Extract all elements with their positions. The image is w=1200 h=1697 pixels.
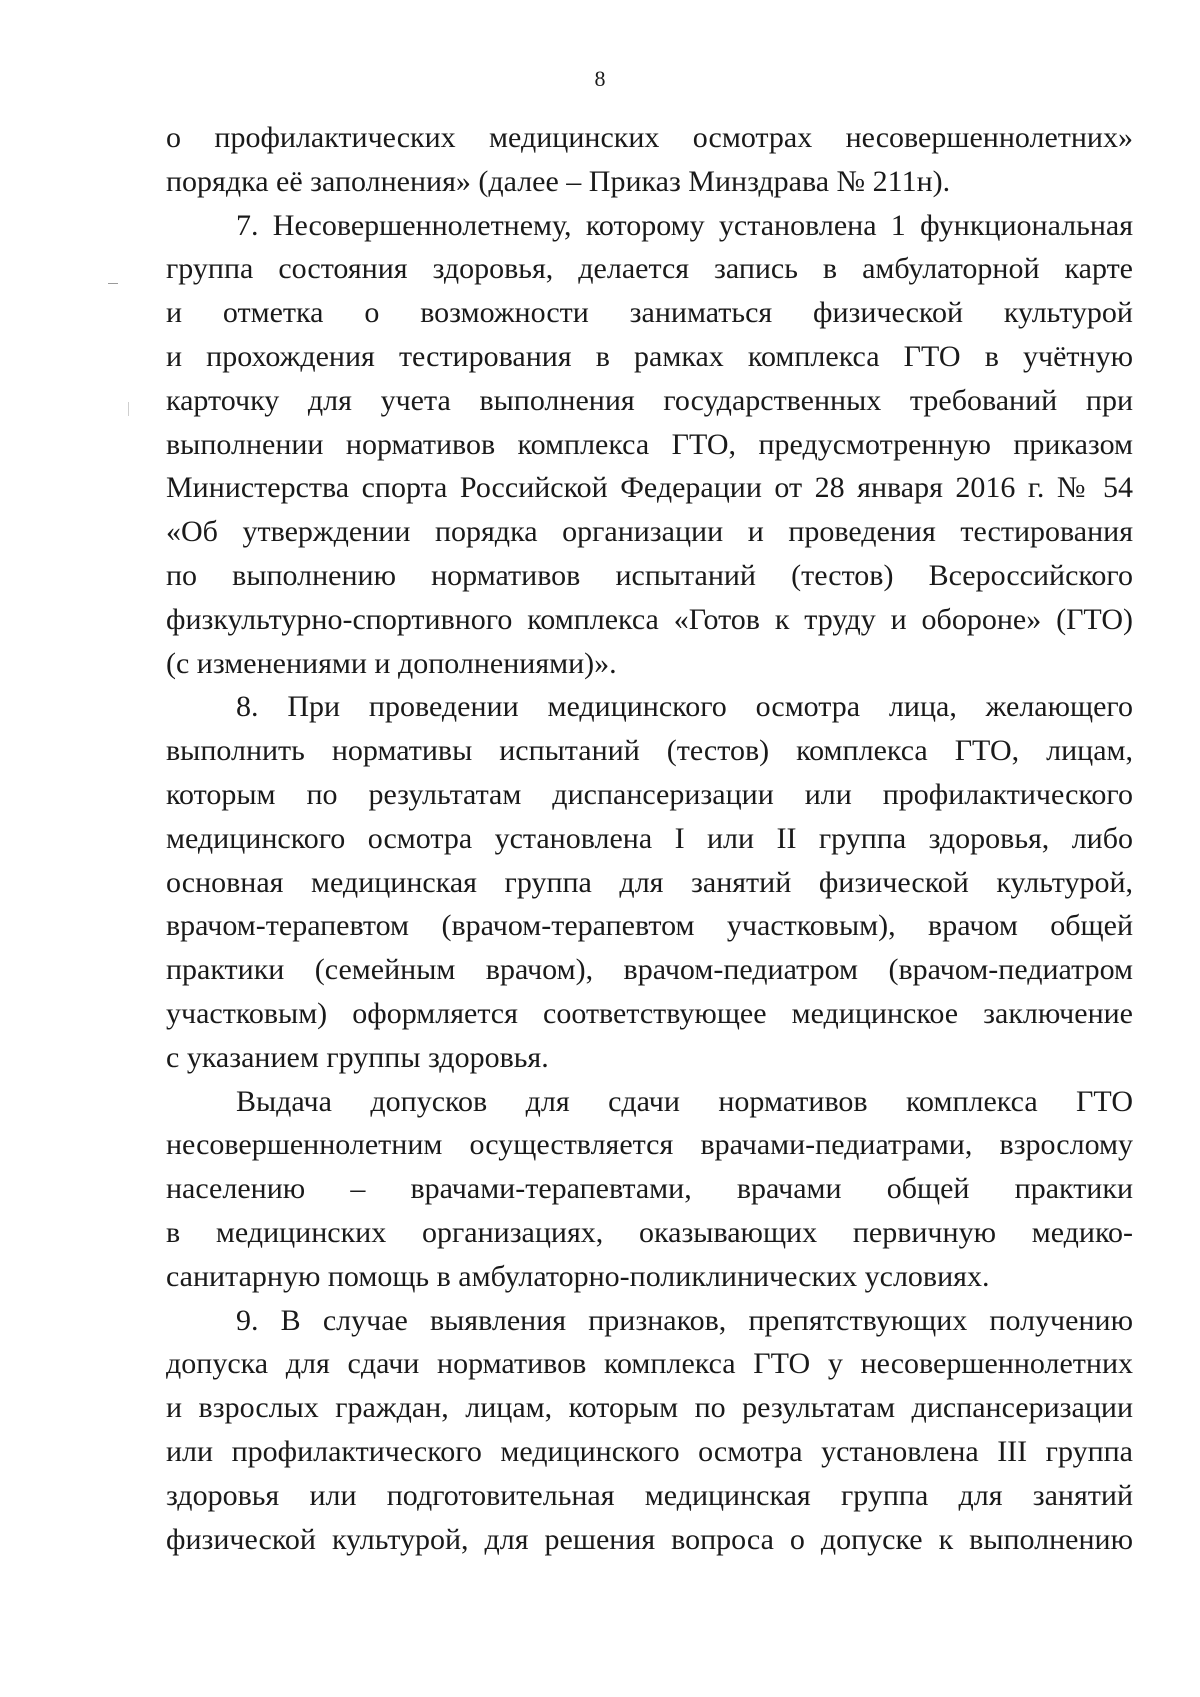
text-line: карточку для учета выполнения государственных требований при bbox=[166, 383, 1133, 417]
document-body bbox=[166, 116, 1133, 1561]
text-line: 9. В случае выявления признаков, препятствующих получению bbox=[236, 1303, 1133, 1337]
text-line: основная медицинская группа для занятий физической культурой, bbox=[166, 865, 1133, 899]
text-line: медицинского осмотра установлена I или II группа здоровья, либо bbox=[166, 821, 1133, 855]
text-line: «Об утверждении порядка организации и проведения тестирования bbox=[166, 515, 1133, 549]
text-line: о профилактических медицинских осмотрах несовершеннолетних» bbox=[166, 121, 1133, 154]
text-line: выполнить нормативы испытаний (тестов) комплекса ГТО, лицам, bbox=[166, 734, 1133, 768]
page-number: 8 bbox=[594, 66, 606, 91]
text-line: санитарную помощь в амбулаторно-поликлинических условиях. bbox=[166, 1259, 990, 1293]
text-line: 8. При проведении медицинского осмотра лица, желающего bbox=[236, 690, 1133, 724]
text-line: врачом-терапевтом (врачом-терапевтом участковым), врачом общей bbox=[166, 909, 1133, 943]
text-line: допуска для сдачи нормативов комплекса ГТО у несовершеннолетних bbox=[166, 1347, 1133, 1381]
margin-scan-mark bbox=[108, 283, 118, 284]
text-line: несовершеннолетним осуществляется врачами-педиатрами, взрослому bbox=[166, 1128, 1133, 1162]
text-line: населению – врачами-терапевтами, врачами общей практики bbox=[166, 1172, 1133, 1206]
text-line: и отметка о возможности заниматься физической культурой bbox=[166, 296, 1133, 330]
text-line: Министерства спорта Российской Федерации от 28 января 2016 г. № 54 bbox=[166, 471, 1133, 505]
text-line: в медицинских организациях, оказывающих первичную медико- bbox=[166, 1215, 1133, 1249]
text-line: и прохождения тестирования в рамках комплекса ГТО в учётную bbox=[166, 339, 1133, 373]
text-line: и взрослых граждан, лицам, которым по результатам диспансеризации bbox=[166, 1391, 1133, 1425]
text-line: с указанием группы здоровья. bbox=[166, 1040, 549, 1074]
text-line: (с изменениями и дополнениями)». bbox=[166, 646, 617, 680]
margin-scan-mark bbox=[128, 402, 129, 416]
text-line: или профилактического медицинского осмотра установлена III группа bbox=[166, 1434, 1133, 1468]
text-line: участковым) оформляется соответствующее медицинское заключение bbox=[166, 996, 1133, 1030]
text-line: выполнении нормативов комплекса ГТО, предусмотренную приказом bbox=[166, 427, 1133, 461]
text-line: по выполнению нормативов испытаний (тестов) Всероссийского bbox=[166, 558, 1133, 592]
text-line: практики (семейным врачом), врачом-педиатром (врачом-педиатром bbox=[166, 953, 1133, 987]
text-line: Выдача допусков для сдачи нормативов комплекса ГТО bbox=[236, 1084, 1133, 1118]
text-line: физической культурой, для решения вопроса о допуске к выполнению bbox=[166, 1522, 1133, 1556]
text-line: 7. Несовершеннолетнему, которому установлена 1 функциональная bbox=[236, 208, 1133, 242]
text-line: здоровья или подготовительная медицинская группа для занятий bbox=[166, 1478, 1133, 1512]
text-line: которым по результатам диспансеризации или профилактического bbox=[166, 777, 1133, 811]
text-line: группа состояния здоровья, делается запись в амбулаторной карте bbox=[166, 252, 1133, 286]
text-line: порядка её заполнения» (далее – Приказ Минздрава № 211н). bbox=[166, 164, 951, 198]
text-line: физкультурно-спортивного комплекса «Готов к труду и обороне» (ГТО) bbox=[166, 602, 1133, 636]
